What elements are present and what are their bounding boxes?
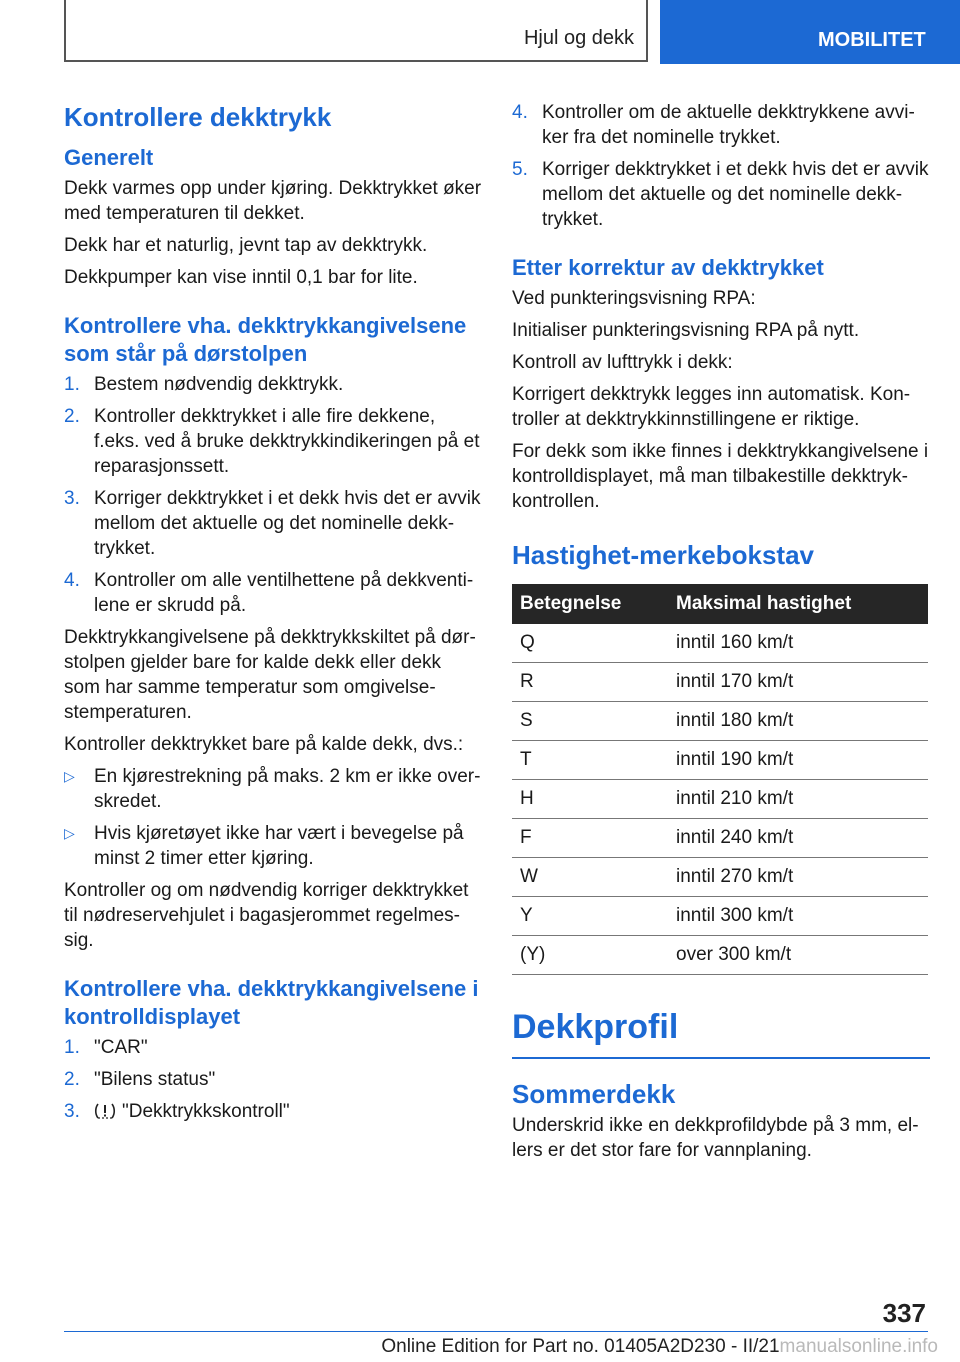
- paragraph: Initialiser punkteringsvisning RPA på nytt.: [512, 320, 860, 341]
- conditions-list: [64, 764, 482, 871]
- list-item: 2. Kontroller dekktrykket i alle fire dekkene, f.eks. ved å bruke dekktrykkindikeringen på et reparasjonssett.: [64, 406, 480, 477]
- list-item: 1. "CAR": [64, 1037, 148, 1058]
- header-chapter-tab: MOBILITET: [660, 0, 960, 64]
- footer-edition: Online Edition for Part no. 01405A2D230 - II/21manualsonline.info: [381, 1336, 938, 1357]
- paragraph: Dekkpumper kan vise inntil 0,1 bar for lite.: [64, 267, 418, 288]
- heading-general: Generelt: [64, 145, 154, 170]
- display-steps: [64, 1035, 482, 1124]
- heading-tread-profile: Dekkprofil: [512, 1005, 930, 1059]
- list-item: ▷ En kjørestrekning på maks. 2 km er ikke over‐skredet.: [64, 766, 481, 812]
- paragraph: Kontroller dekktrykket bare på kalde dekk, dvs.:: [64, 734, 464, 755]
- list-item: 4. Kontroller om de aktuelle dekktrykkene avvi‐ker fra det nominelle trykket.: [512, 102, 915, 148]
- paragraph: Korrigert dekktrykk legges inn automatisk. Kon‐troller at dekktrykkinnstillingene er riktige.: [512, 384, 911, 430]
- triangle-bullet-icon: ▷: [64, 768, 75, 784]
- continued-steps: [512, 100, 930, 232]
- table-row: W inntil 270 km/t: [512, 858, 928, 897]
- paragraph: Kontroller og om nødvendig korriger dekktrykket til nødreservehjulet i bagasjerommet regelmes‐sig.: [64, 880, 469, 951]
- paragraph: Dekktrykkangivelsene på dekktrykkskiltet på dør‐stolpen gjelder bare for kalde dekk eller dekk som har samme temperatur som omgivelse‐stemperaturen.: [64, 627, 476, 723]
- speed-rating-table: [512, 584, 928, 975]
- column-header: Betegnelse: [512, 584, 668, 624]
- list-item: 3. "Dekktrykkskontroll": [64, 1101, 290, 1122]
- title-check-tire-pressure: Kontrollere dekktrykk: [64, 102, 332, 132]
- paragraph: Kontroll av lufttrykk i dekk:: [512, 352, 733, 373]
- column-header: Maksimal hastighet: [668, 584, 928, 624]
- watermark-brand: manualsonline.info: [779, 1336, 938, 1357]
- right-column: [512, 100, 930, 1170]
- tire-pressure-warning-icon: [94, 1102, 116, 1120]
- list-item: 4. Kontroller om alle ventilhettene på dekkventi‐lene er skrudd på.: [64, 570, 474, 616]
- table-row: R inntil 170 km/t: [512, 663, 928, 702]
- table-row: H inntil 210 km/t: [512, 780, 928, 819]
- heading-doorpost: Kontrollere vha. dekktrykkangivelsene som står på dørstolpen: [64, 313, 467, 366]
- table-row: Y inntil 300 km/t: [512, 897, 928, 936]
- header-section-title: Hjul og dekk: [523, 27, 634, 49]
- footer-divider: [64, 1331, 928, 1332]
- paragraph: Ved punkteringsvisning RPA:: [512, 288, 756, 309]
- triangle-bullet-icon: ▷: [64, 825, 75, 841]
- doorpost-steps: [64, 372, 482, 618]
- paragraph: Dekk varmes opp under kjøring. Dekktrykket øker med temperaturen til dekket.: [64, 178, 482, 224]
- table-row: (Y) over 300 km/t: [512, 936, 928, 975]
- heading-control-display: Kontrollere vha. dekktrykkangivelsene i kontrolldisplayet: [64, 976, 479, 1029]
- running-header: [64, 0, 648, 62]
- paragraph: Underskrid ikke en dekkprofildybde på 3 mm, el‐lers er det stor fare for vannplaning.: [512, 1115, 919, 1161]
- heading-summer-tires: Sommerdekk: [512, 1079, 676, 1109]
- table-row: S inntil 180 km/t: [512, 702, 928, 741]
- table-header-row: [512, 584, 928, 624]
- left-column: [64, 100, 482, 1131]
- list-item: 3. Korriger dekktrykket i et dekk hvis det er avvik mellom det aktuelle og det nominelle dekk‐trykket.: [64, 488, 481, 559]
- table-row: T inntil 190 km/t: [512, 741, 928, 780]
- list-item: 2. "Bilens status": [64, 1069, 216, 1090]
- table-row: F inntil 240 km/t: [512, 819, 928, 858]
- page-number: 337: [882, 1298, 926, 1328]
- table-row: Q inntil 160 km/t: [512, 624, 928, 663]
- list-item: 5. Korriger dekktrykket i et dekk hvis det er avvik mellom det aktuelle og det nominelle dekk‐trykket.: [512, 159, 929, 230]
- heading-speed-rating: Hastighet-merkebokstav: [512, 540, 814, 570]
- heading-after-correction: Etter korrektur av dekktrykket: [512, 255, 824, 280]
- paragraph: Dekk har et naturlig, jevnt tap av dekktrykk.: [64, 235, 428, 256]
- paragraph: For dekk som ikke finnes i dekktrykkangivelsene i kontrolldisplayet, må man tilbakestille dekktryk‐kontrollen.: [512, 441, 929, 512]
- list-item: ▷ Hvis kjøretøyet ikke har vært i bevegelse på minst 2 timer etter kjøring.: [64, 823, 464, 869]
- list-item: 1. Bestem nødvendig dekktrykk.: [64, 374, 344, 395]
